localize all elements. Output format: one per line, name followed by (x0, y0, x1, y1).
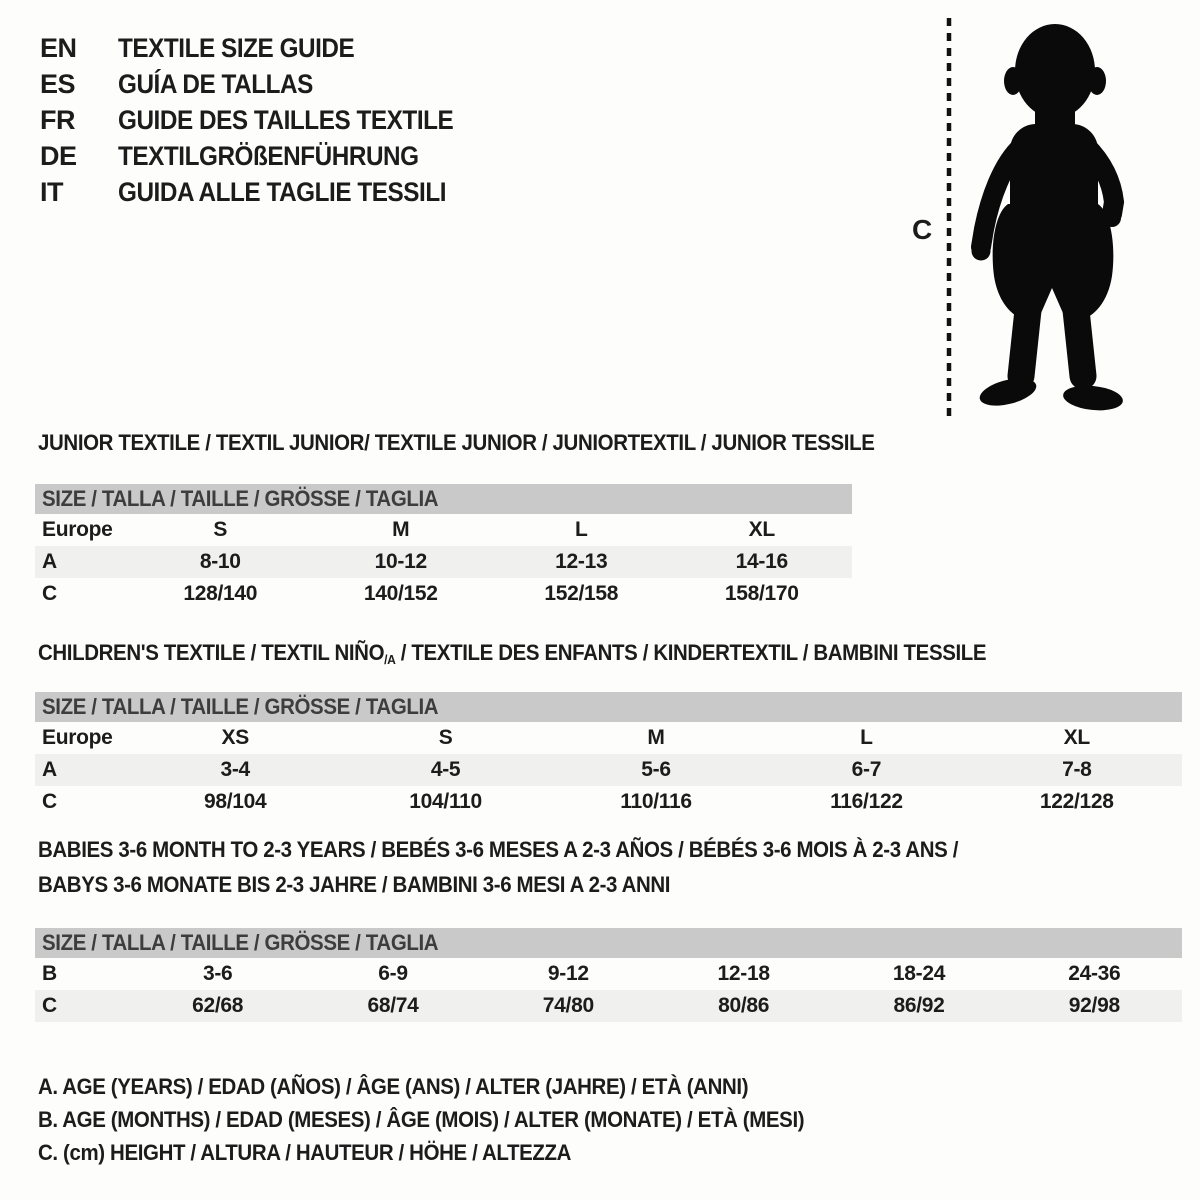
size-value: 6-7 (851, 758, 882, 781)
language-title: TEXTILGRÖßENFÜHRUNG (118, 140, 419, 171)
babies-title-line2: BABYS 3-6 MONATE BIS 2-3 JAHRE / BAMBINI 3-6 MESI A 2-3 ANNI (38, 872, 671, 897)
size-value: 7-8 (1062, 758, 1092, 781)
legend-line: C. (cm) HEIGHT / ALTURA / HAUTEUR / HÖHE / ALTEZZA (38, 1140, 572, 1165)
size-value: 3-6 (202, 962, 233, 985)
size-value: 14-16 (735, 550, 788, 573)
size-value: 10-12 (374, 550, 427, 573)
size-table-babies (35, 928, 1182, 1022)
babies-title-line1: BABIES 3-6 MONTH TO 2-3 YEARS / BEBÉS 3-6 MESES A 2-3 AÑOS / BÉBÉS 3-6 MOIS À 2-3 ANS / (38, 837, 959, 862)
table-row (35, 754, 1182, 786)
row-label: Europe (42, 726, 113, 749)
language-row (40, 66, 491, 102)
row-label: C (42, 790, 57, 813)
table-row (35, 514, 852, 546)
size-value: 9-12 (547, 962, 589, 985)
junior-section-title (38, 430, 874, 456)
size-header-label: SIZE / TALLA / TAILLE / GRÖSSE / TAGLIA (42, 694, 439, 719)
language-code: EN (40, 32, 77, 63)
size-value: 140/152 (363, 582, 438, 605)
table-row (35, 546, 852, 578)
language-title-list (40, 30, 491, 210)
size-value: 8-10 (199, 550, 241, 573)
size-table-children (35, 692, 1182, 818)
baby-height-figure (900, 0, 1160, 430)
size-value: 80/86 (718, 994, 770, 1017)
language-row (40, 174, 491, 210)
size-value: M (647, 726, 665, 749)
babies-section-title (38, 832, 958, 902)
size-value: 24-36 (1068, 962, 1121, 985)
table-row (35, 990, 1182, 1022)
language-row (40, 30, 491, 66)
size-value: S (213, 518, 228, 541)
size-value: 98/104 (203, 790, 267, 813)
language-code: DE (40, 140, 77, 171)
size-value: 3-4 (220, 758, 250, 781)
table-row (35, 722, 1182, 754)
row-label: C (42, 994, 57, 1017)
size-value: 104/110 (409, 790, 482, 813)
size-value: M (392, 518, 410, 541)
row-label: C (42, 582, 57, 605)
size-table-junior (35, 484, 852, 610)
size-value: 18-24 (892, 962, 946, 985)
language-title: GUIDE DES TAILLES TEXTILE (118, 104, 454, 135)
size-value: 122/128 (1039, 790, 1114, 813)
size-value: 74/80 (542, 994, 594, 1017)
size-value: XS (221, 726, 249, 749)
language-code: ES (40, 68, 76, 99)
size-value: L (860, 726, 873, 749)
row-label: A (42, 758, 57, 781)
size-header-bar (35, 692, 1182, 722)
size-value: XL (1063, 726, 1090, 749)
size-value: 4-5 (430, 758, 461, 781)
language-title: GUÍA DE TALLAS (118, 68, 313, 99)
size-header-label: SIZE / TALLA / TAILLE / GRÖSSE / TAGLIA (42, 930, 439, 955)
table-row (35, 786, 1182, 818)
legend-line: B. AGE (MONTHS) / EDAD (MESES) / ÂGE (MOIS) / ALTER (MONATE) / ETÀ (MESI) (38, 1107, 805, 1132)
junior-title-text: JUNIOR TEXTILE / TEXTIL JUNIOR/ TEXTILE JUNIOR / JUNIORTEXTIL / JUNIOR TESSILE (38, 430, 875, 455)
language-title: GUIDA ALLE TAGLIE TESSILI (118, 176, 447, 207)
height-dimension-label: C (912, 214, 933, 245)
size-value: 86/92 (893, 994, 945, 1017)
row-label: Europe (42, 518, 113, 541)
children-section-title (38, 640, 986, 667)
language-row (40, 102, 491, 138)
size-value: 110/116 (620, 790, 692, 813)
children-title-prefix: CHILDREN'S TEXTILE / TEXTIL NIÑO (38, 640, 385, 665)
size-value: XL (748, 518, 775, 541)
size-value: 6-9 (378, 962, 408, 985)
language-row (40, 138, 491, 174)
size-header-label: SIZE / TALLA / TAILLE / GRÖSSE / TAGLIA (42, 486, 439, 511)
size-value: 5-6 (641, 758, 671, 781)
size-value: 12-18 (717, 962, 770, 985)
measurement-legend (38, 1070, 862, 1169)
size-value: 116/122 (830, 790, 903, 813)
baby-silhouette-icon (962, 14, 1144, 418)
legend-line: A. AGE (YEARS) / EDAD (AÑOS) / ÂGE (ANS) / ALTER (JAHRE) / ETÀ (ANNI) (38, 1074, 749, 1099)
table-row (35, 958, 1182, 990)
children-title-subscript: /A (384, 652, 396, 667)
table-row (35, 578, 852, 610)
size-header-bar (35, 928, 1182, 958)
size-header-bar (35, 484, 852, 514)
size-value: 128/140 (183, 582, 258, 605)
size-value: S (438, 726, 453, 749)
language-title: TEXTILE SIZE GUIDE (118, 32, 355, 63)
row-label: A (42, 550, 57, 573)
language-code: IT (40, 176, 63, 207)
size-value: L (574, 518, 588, 541)
size-value: 68/74 (367, 994, 419, 1017)
size-value: 152/158 (544, 582, 619, 605)
size-value: 92/98 (1068, 994, 1120, 1017)
children-title-suffix: / TEXTILE DES ENFANTS / KINDERTEXTIL / BAMBINI TESSILE (395, 640, 987, 665)
height-dashed-line-icon (944, 18, 954, 418)
size-value: 62/68 (192, 994, 244, 1017)
size-value: 158/170 (724, 582, 799, 605)
row-label: B (42, 962, 57, 985)
size-value: 12-13 (555, 550, 608, 573)
language-code: FR (40, 104, 75, 135)
